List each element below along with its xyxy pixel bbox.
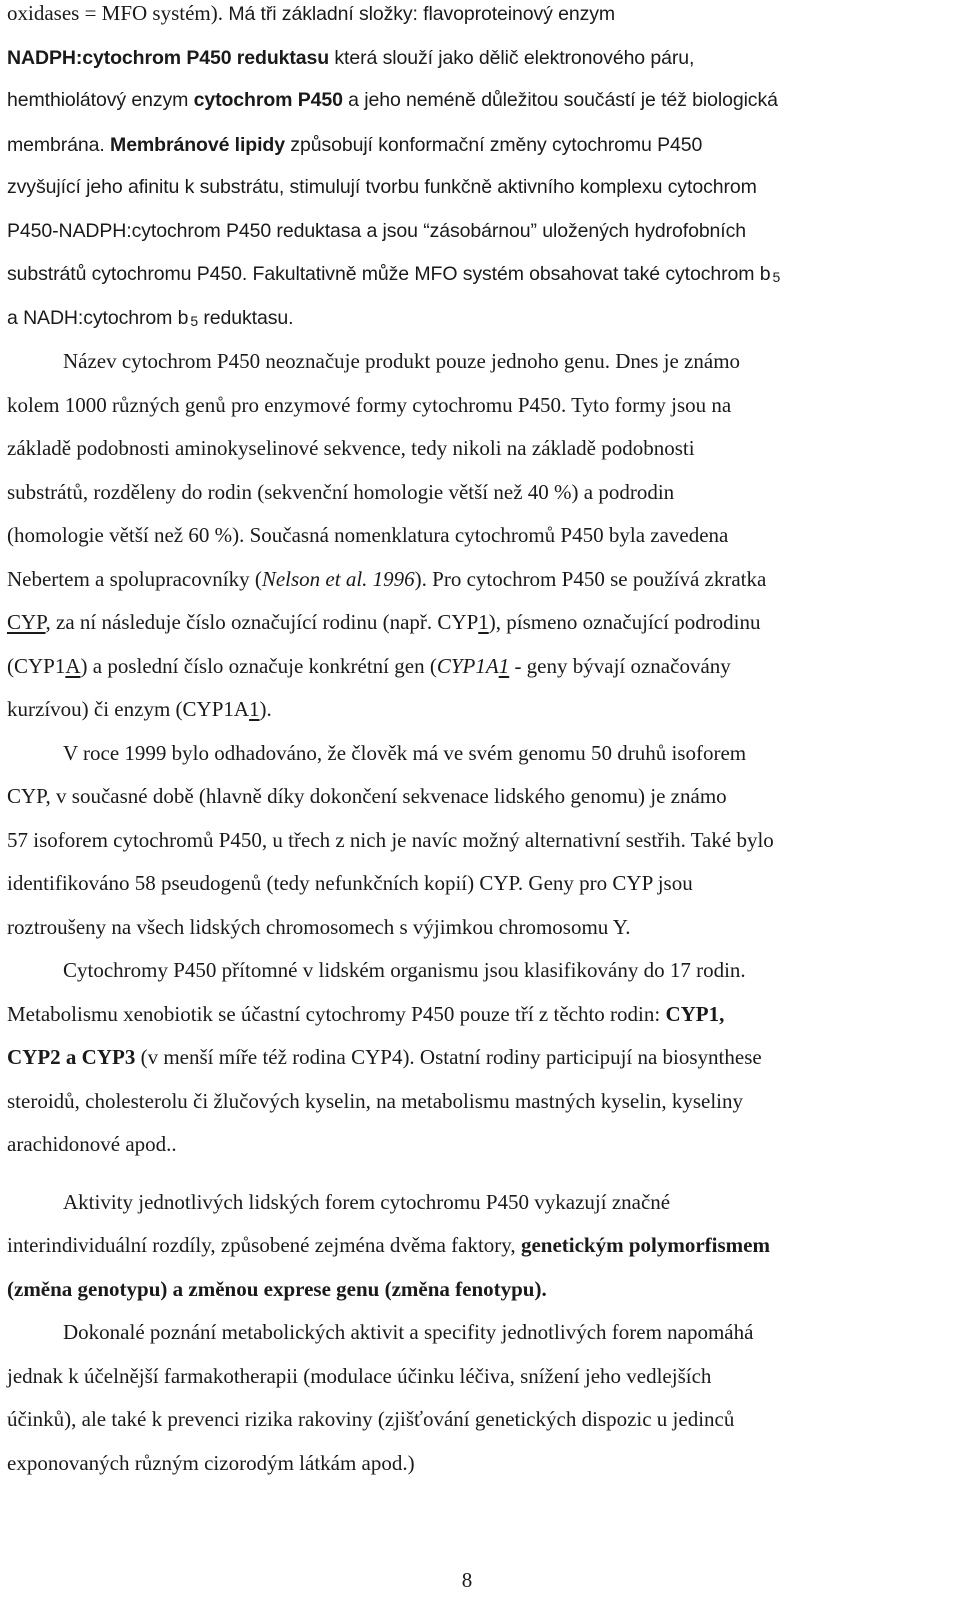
text-line: steroidů, cholesterolu či žlučových kyselin, na metabolismu mastných kyselin, kyseliny (7, 1088, 744, 1113)
text-line (7, 558, 953, 602)
text-line (7, 993, 953, 1037)
text-run: ), písmeno označující podrodinu (488, 610, 761, 634)
text-run: oxidases = MFO systém). (7, 1, 224, 25)
bold-term: CYP2 a CYP3 (7, 1045, 136, 1069)
paragraph-nomenclature (7, 340, 953, 732)
text-line: jednak k účelnější farmakotherapii (modulace účinku léčiva, snížení jeho vedlejších (7, 1363, 712, 1388)
text-run: (v menší míře též rodina CYP4). Ostatní rodiny participují na biosynthese (135, 1045, 762, 1069)
text-line (7, 1224, 953, 1268)
paragraph-families (7, 949, 953, 1167)
underlined-term: 1 (478, 610, 489, 634)
underlined-term: A (65, 653, 81, 678)
text-line (7, 601, 953, 645)
text-run: a NADH:cytochrom b (7, 306, 189, 329)
text-run: (CYP1 (7, 653, 66, 678)
text-run: - geny bývají označovány (509, 653, 731, 678)
text-run: ) a poslední číslo označuje konkrétní gen ( (80, 653, 437, 678)
bold-term: (změna genotypu) a změnou exprese genu (změna fenotypu). (7, 1276, 547, 1301)
text-line (7, 0, 953, 36)
text-run: která slouží jako dělič elektronového páru, (329, 46, 695, 69)
text-run: způsobují konformační změny cytochromu P450 (284, 133, 703, 156)
text-run: kurzívou) či enzym (CYP1A (7, 697, 250, 721)
text-line: Dokonalé poznání metabolických aktivit a specifity jednotlivých forem napomáhá (63, 1320, 754, 1344)
underlined-term: 1 (498, 653, 510, 678)
text-line (7, 1268, 953, 1312)
bold-term: CYP1, (665, 1001, 725, 1026)
text-line: substrátů, rozděleny do rodin (sekvenční homologie větší než 40 %) a podrodin (7, 479, 675, 504)
gene-name: CYP1A (436, 653, 499, 678)
text-line (7, 645, 953, 689)
text-line (7, 253, 953, 297)
text-line (7, 1036, 953, 1080)
bold-term: cytochrom P450 (193, 89, 343, 111)
text-line: arachidonové apod.. (7, 1132, 177, 1156)
text-line: exponovaných různým cizorodým látkám apod.) (7, 1450, 415, 1475)
text-line: kolem 1000 různých genů pro enzymové formy cytochromu P450. Tyto formy jsou na (7, 392, 732, 417)
text-run: a jeho neméně důležitou součástí je též biologická (342, 89, 778, 111)
bold-term: genetickým polymorfismem (520, 1233, 770, 1257)
text-run: substrátů cytochromu P450. Fakultativně může MFO systém obsahovat také cytochrom b (7, 263, 771, 285)
underlined-term: 1 (249, 697, 260, 721)
bold-term: NADPH:cytochrom P450 reduktasu (7, 46, 330, 69)
subscript: 5 (190, 312, 199, 329)
text-line: CYP, v současné době (hlavně díky dokončení sekvenace lidského genomu) je známo (7, 784, 727, 808)
text-line (7, 36, 953, 80)
paragraph-activities (7, 1181, 953, 1312)
text-line (7, 688, 953, 732)
text-line: P450-NADPH:cytochrom P450 reduktasa a jsou “zásobárnou” uložených hydrofobních (7, 219, 747, 242)
text-run: interindividuální rozdíly, způsobené zejména dvěma faktory, (7, 1233, 521, 1257)
text-run: , za ní následuje číslo označující rodinu (např. CYP (45, 610, 479, 634)
page-number: 8 (461, 1568, 473, 1592)
paragraph-knowledge (7, 1311, 953, 1485)
paragraph-spacer (7, 1167, 953, 1181)
text-run: reduktasu. (198, 306, 294, 329)
citation: Nelson et al. 1996 (261, 566, 415, 591)
text-line: základě podobnosti aminokyselinové sekvence, tedy nikoli na základě podobnosti (7, 436, 695, 460)
subscript: 5 (772, 269, 781, 285)
text-line: V roce 1999 bylo odhadováno, že člověk má ve svém genomu 50 druhů isoforem (63, 740, 747, 765)
text-line (7, 79, 953, 123)
text-line: Aktivity jednotlivých lidských forem cytochromu P450 vykazují značné (63, 1189, 671, 1214)
text-line: 57 isoforem cytochromů P450, u třech z nich je navíc možný alternativní sestřih. Také bylo (7, 827, 774, 852)
bold-term: Membránové lipidy (110, 133, 285, 156)
text-line: (homologie větší než 60 %). Současná nomenklatura cytochromů P450 byla zavedena (7, 523, 729, 547)
text-run: membrána. (7, 133, 111, 156)
text-line: identifikováno 58 pseudogenů (tedy nefunkčních kopií) CYP. Geny pro CYP jsou (7, 871, 693, 895)
text-line (7, 297, 953, 341)
text-run: ). Pro cytochrom P450 se používá zkratka (414, 566, 767, 591)
text-run: hemthiolátový enzym (7, 89, 194, 111)
text-run: Má tři základní složky: flavoproteinový enzym (223, 3, 616, 25)
text-run: Metabolismu xenobiotik se účastní cytochromy P450 pouze tří z těchto rodin: (7, 1001, 666, 1026)
text-line: Název cytochrom P450 neoznačuje produkt pouze jednoho genu. Dnes je známo (63, 349, 741, 373)
paragraph-isoforms (7, 732, 953, 950)
text-line: účinků), ale také k prevenci rizika rakoviny (zjišťování genetických dispozic u jedinců (7, 1407, 735, 1431)
text-line (7, 123, 953, 167)
text-run: ). (259, 697, 272, 721)
underlined-term: CYP (7, 610, 46, 634)
text-line: zvyšující jeho afinitu k substrátu, stimulují tvorbu funkčně aktivního komplexu cytochrom (7, 176, 757, 198)
text-line: Cytochromy P450 přítomné v lidském organismu jsou klasifikovány do 17 rodin. (63, 958, 746, 982)
text-run: Nebertem a spolupracovníky ( (7, 566, 262, 591)
text-line: roztroušeny na všech lidských chromosomech s výjimkou chromosomu Y. (7, 914, 631, 939)
document-page (7, 0, 953, 1485)
paragraph-mfo-system (7, 0, 953, 340)
